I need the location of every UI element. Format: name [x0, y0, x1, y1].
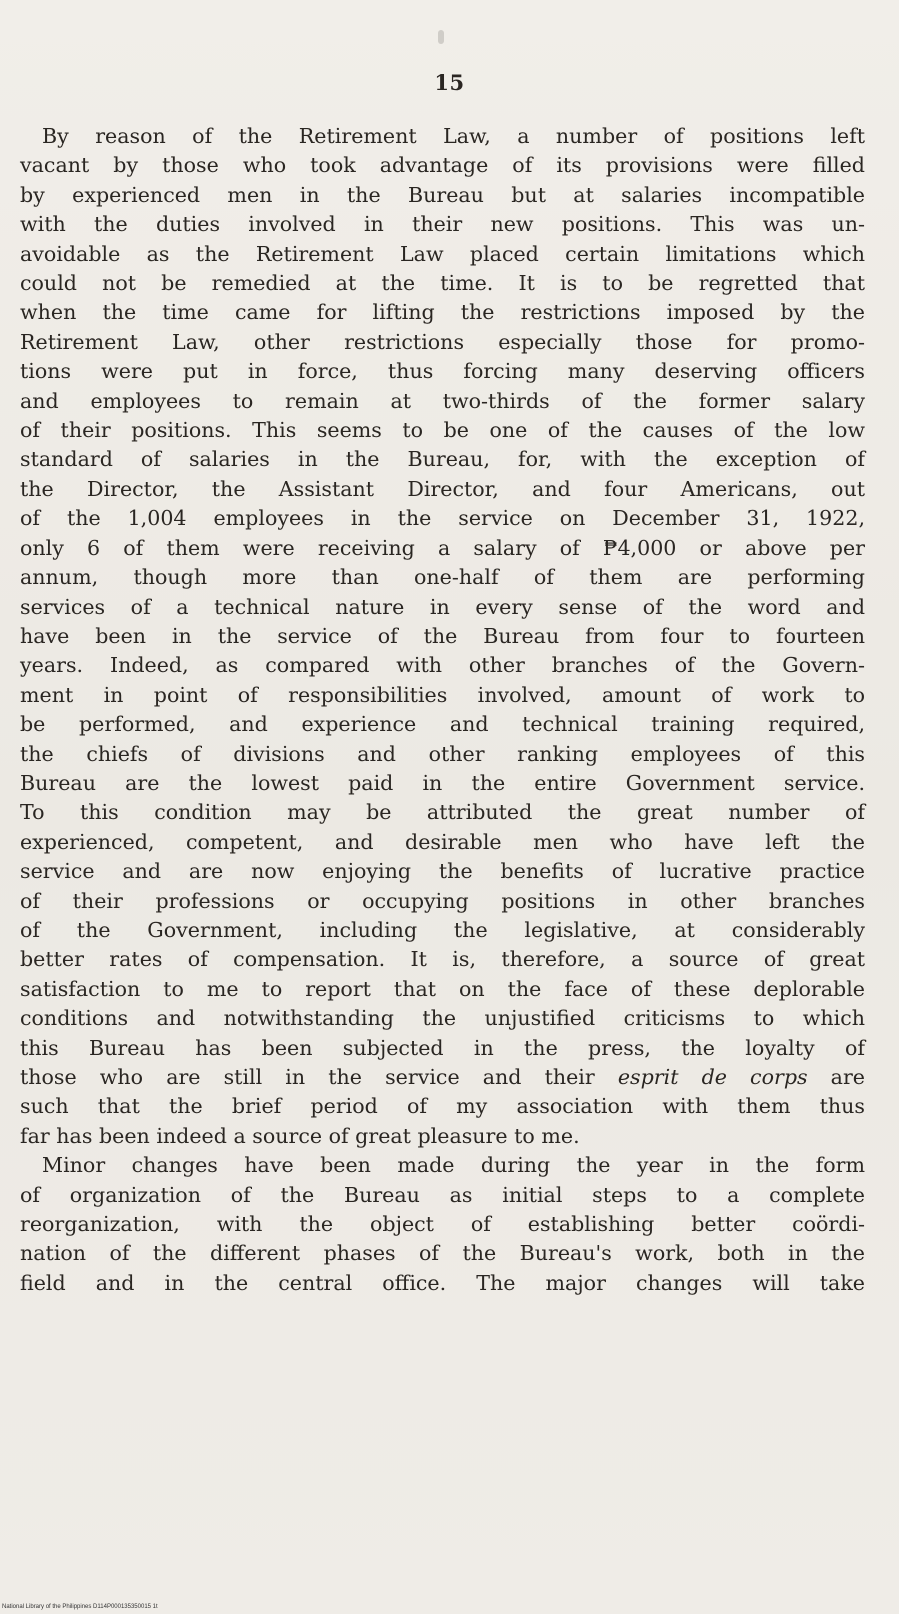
text-line: ment in point of responsibilities involved, amount of work to	[20, 682, 865, 707]
ink-smudge	[438, 30, 444, 44]
text-line: To this condition may be attributed the great number of	[20, 800, 865, 825]
page-number: 15	[434, 70, 465, 95]
text-line: service and are now enjoying the benefits of lucrative practice	[20, 859, 865, 884]
text-line: this Bureau has been subjected in the press, the loyalty of	[20, 1035, 865, 1060]
paragraph-1	[20, 122, 865, 1151]
text-line: better rates of compensation. It is, therefore, a source of great	[20, 947, 865, 972]
text-line: of their professions or occupying positions in other branches	[20, 888, 865, 913]
text-line: reorganization, with the object of establishing better coördi-	[20, 1212, 865, 1237]
text-line: of the Government, including the legislative, at considerably	[20, 917, 865, 942]
paragraph-2	[20, 1151, 865, 1298]
text-line: the chiefs of divisions and other ranking employees of this	[20, 741, 865, 766]
text-line: experienced, competent, and desirable men who have left the	[20, 829, 865, 854]
text-line: could not be remedied at the time. It is to be regretted that	[20, 271, 865, 296]
text-line: have been in the service of the Bureau from four to fourteen	[20, 623, 865, 648]
text-line: such that the brief period of my association with them thus	[20, 1094, 865, 1119]
text-line: standard of salaries in the Bureau, for, with the exception of	[20, 447, 865, 472]
text-line-with-italic	[20, 1063, 865, 1092]
text-line: Minor changes have been made during the year in the form	[42, 1153, 865, 1178]
text-line: Retirement Law, other restrictions especially those for promo-	[20, 329, 865, 354]
text-line: and employees to remain at two-thirds of the former salary	[20, 388, 865, 413]
text-line: By reason of the Retirement Law, a number of positions left	[42, 124, 865, 148]
text-line: with the duties involved in their new positions. This was un-	[20, 212, 865, 237]
text-line: vacant by those who took advantage of its provisions were filled	[20, 153, 865, 178]
text-line: nation of the different phases of the Bureau's work, both in the	[20, 1241, 865, 1266]
body-text	[20, 122, 865, 1298]
text-line: avoidable as the Retirement Law placed certain limitations which	[20, 241, 865, 266]
text-line: of their positions. This seems to be one of the causes of the low	[20, 418, 865, 443]
text-segment: are	[807, 1065, 865, 1089]
text-line: satisfaction to me to report that on the face of these deplorable	[20, 976, 865, 1001]
text-line: when the time came for lifting the restrictions imposed by the	[20, 300, 865, 325]
text-line: far has been indeed a source of great pleasure to me.	[20, 1123, 580, 1148]
text-line: of the 1,004 employees in the service on December 31, 1922,	[20, 506, 865, 531]
text-line: Bureau are the lowest paid in the entire Government service.	[20, 770, 865, 795]
text-line: be performed, and experience and technical training required,	[20, 712, 865, 737]
text-line: of organization of the Bureau as initial steps to a complete	[20, 1182, 865, 1207]
text-line: the Director, the Assistant Director, and four Americans, out	[20, 476, 865, 501]
text-line: annum, though more than one-half of them are performing	[20, 565, 865, 590]
text-line: field and in the central office. The major changes will take	[20, 1270, 865, 1295]
text-segment: those who are still in the service and their	[20, 1065, 618, 1089]
text-line: conditions and notwithstanding the unjustified criticisms to which	[20, 1006, 865, 1031]
text-line: by experienced men in the Bureau but at salaries incompatible	[20, 182, 865, 207]
text-line: years. Indeed, as compared with other branches of the Govern-	[20, 653, 865, 678]
italic-phrase: esprit de corps	[617, 1065, 808, 1089]
text-line: only 6 of them were receiving a salary of ₱4,000 or above per	[20, 535, 865, 560]
text-line: services of a technical nature in every sense of the word and	[20, 594, 865, 619]
library-footer: National Library of the Philippines D114P000135350015 1t	[2, 1604, 158, 1610]
text-line: tions were put in force, thus forcing many deserving officers	[20, 359, 865, 384]
